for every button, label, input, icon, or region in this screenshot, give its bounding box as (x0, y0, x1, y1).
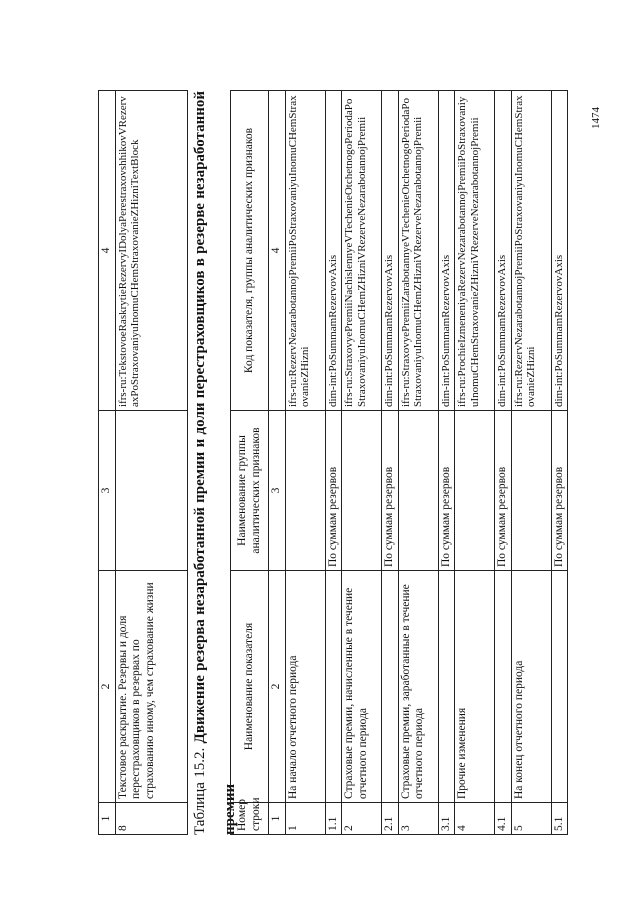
table-row (398, 91, 438, 835)
row-group (398, 411, 438, 571)
row-name (325, 571, 342, 803)
row-number: 2 (342, 803, 382, 835)
row-name: На конец отчетного периода (511, 571, 551, 803)
header-row (231, 91, 269, 835)
row-number: 3.1 (438, 803, 455, 835)
row-name: Страховые премии, начисленные в течение отчетного периода (342, 571, 382, 803)
table-row (342, 91, 382, 835)
row-group (342, 411, 382, 571)
row-number: 5.1 (551, 803, 568, 835)
column-number: 1 (269, 803, 286, 835)
row-code: dim-int:PoSummamRezervovAxis (495, 91, 512, 411)
row-number: 4 (455, 803, 495, 835)
row-group: По суммам резервов (382, 411, 399, 571)
row-group: По суммам резервов (495, 411, 512, 571)
row-name (382, 571, 399, 803)
row-group (115, 411, 187, 571)
table-row (511, 91, 551, 835)
row-code: ifrs-ru:ProchieIzmeneniyaRezervNezarabotannojPremiiPoStraxovaniyuInomuCHemStraxovanieZHizniVRezerveNezarabotannojPremii (455, 91, 495, 411)
table-row (438, 91, 455, 835)
column-number: 3 (99, 411, 116, 571)
row-name: Текстовое раскрытие. Резервы и доля перестраховщиков в резервах по страхованию иному, чем страхование жизни (115, 571, 187, 803)
caption-title: Движение резерва незаработанной премии и доли перестраховщиков в резерве незаработанной премии (192, 90, 238, 835)
row-number: 2.1 (382, 803, 399, 835)
row-group: По суммам резервов (325, 411, 342, 571)
row-code: ifrs-ru:StraxovyePremiiZarabotannyeVTechenieOtchetnogoPeriodaPoStraxovaniyuInomuCHemZHizniVRezerveNezarabotannojPremii (398, 91, 438, 411)
reserve-movement-table (230, 90, 568, 835)
row-code: ifrs-ru:RezervNezarabotannojPremiiPoStraxovaniyuInomuCHemStraxovanieZHizni (285, 91, 325, 411)
table-row (551, 91, 568, 835)
header-cell: Наименование показателя (231, 571, 269, 803)
row-name: На начало отчетного периода (285, 571, 325, 803)
row-name (438, 571, 455, 803)
column-number-row (99, 91, 116, 835)
table-row (285, 91, 325, 835)
table-row (325, 91, 342, 835)
header-cell: Код показателя, группы аналитических признаков (231, 91, 269, 411)
table-row (115, 91, 187, 835)
row-number: 3 (398, 803, 438, 835)
table-row (382, 91, 399, 835)
row-number: 1 (285, 803, 325, 835)
row-number: 1.1 (325, 803, 342, 835)
row-group: По суммам резервов (551, 411, 568, 571)
table-row (495, 91, 512, 835)
page-number: 1474 (590, 107, 602, 129)
row-group: По суммам резервов (438, 411, 455, 571)
header-cell: Номер строки (231, 803, 269, 835)
row-name: Страховые премии, заработанные в течение отчетного периода (398, 571, 438, 803)
row-code: ifrs-ru:StraxovyePremiiNachislennyeVTechenieOtchetnogoPeriodaPoStraxovaniyuInomuCHemZHizniVRezerveNezarabotannojPremii (342, 91, 382, 411)
row-code: ifrs-ru:TekstovoeRaskrytieRezervyIDolyaPerestraxovshhikovVRezervaxPoStraxovaniyuInomuCHemStraxovanieZHizniTextBlock (115, 91, 187, 411)
continued-table (98, 90, 188, 835)
row-group (285, 411, 325, 571)
caption-label: Таблица 15.2. (192, 747, 208, 835)
column-number: 2 (269, 571, 286, 803)
row-name: Прочие изменения (455, 571, 495, 803)
row-code: dim-int:PoSummamRezervovAxis (438, 91, 455, 411)
row-code: dim-int:PoSummamRezervovAxis (382, 91, 399, 411)
column-number: 1 (99, 803, 116, 835)
row-number: 4.1 (495, 803, 512, 835)
column-number: 2 (99, 571, 116, 803)
table-row (455, 91, 495, 835)
row-name (495, 571, 512, 803)
row-group (455, 411, 495, 571)
header-cell: Наименование группы аналитических признаков (231, 411, 269, 571)
row-code: dim-int:PoSummamRezervovAxis (325, 91, 342, 411)
row-number: 5 (511, 803, 551, 835)
column-number: 3 (269, 411, 286, 571)
column-number: 4 (99, 91, 116, 411)
row-group (511, 411, 551, 571)
column-number: 4 (269, 91, 286, 411)
row-name (551, 571, 568, 803)
row-code: dim-int:PoSummamRezervovAxis (551, 91, 568, 411)
row-code: ifrs-ru:RezervNezarabotannojPremiiPoStraxovaniyuInomuCHemStraxovanieZHizni (511, 91, 551, 411)
column-number-row (269, 91, 286, 835)
row-number: 8 (115, 803, 187, 835)
